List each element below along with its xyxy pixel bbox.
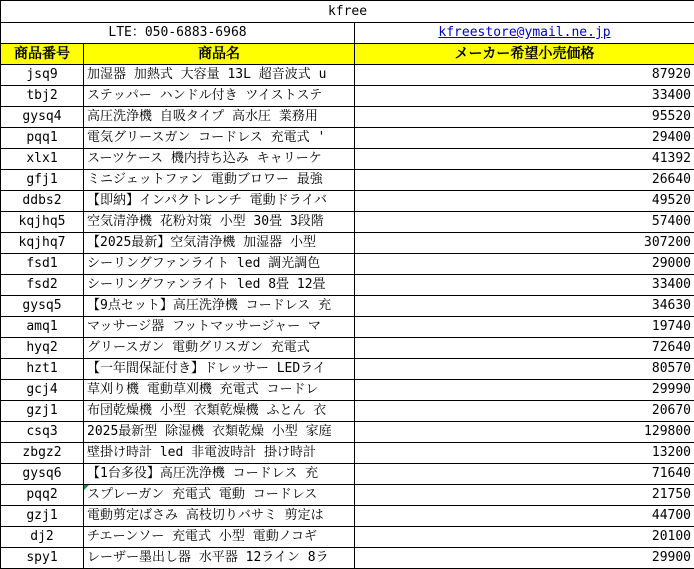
table-row (1, 443, 694, 464)
cell-note-marker (84, 485, 89, 490)
table-row (1, 548, 694, 569)
product-name-cell[interactable]: 布団乾燥機 小型 衣類乾燥機 ふとん 衣 (84, 401, 355, 422)
table-row (1, 317, 694, 338)
sheet-title[interactable]: kfree (1, 1, 694, 23)
table-row (1, 296, 694, 317)
table-row (1, 464, 694, 485)
product-name-cell[interactable]: 高圧洗浄機 自吸タイプ 高水圧 業務用 (84, 107, 355, 128)
product-code-cell[interactable]: gfj1 (1, 170, 84, 191)
product-code-cell[interactable]: gzj1 (1, 506, 84, 527)
table-row (1, 485, 694, 506)
price-cell[interactable]: 44700 (355, 506, 694, 527)
price-cell[interactable]: 34630 (355, 296, 694, 317)
product-name-cell[interactable]: 加湿器 加熱式 大容量 13L 超音波式 u (84, 65, 355, 86)
price-cell[interactable]: 33400 (355, 275, 694, 296)
product-name-cell[interactable]: 【2025最新】空気清浄機 加湿器 小型 (84, 233, 355, 254)
product-code-cell[interactable]: gysq4 (1, 107, 84, 128)
product-code-cell[interactable]: tbj2 (1, 86, 84, 107)
table-row (1, 254, 694, 275)
product-code-cell[interactable]: jsq9 (1, 65, 84, 86)
price-cell[interactable]: 26640 (355, 170, 694, 191)
table-row (1, 170, 694, 191)
product-code-cell[interactable]: gzj1 (1, 401, 84, 422)
product-code-cell[interactable]: gysq5 (1, 296, 84, 317)
product-name-cell[interactable]: 草刈り機 電動草刈機 充電式 コードレ (84, 380, 355, 401)
price-cell[interactable]: 20100 (355, 527, 694, 548)
product-name-cell[interactable]: 【即納】インパクトレンチ 電動ドライバ (84, 191, 355, 212)
price-cell[interactable]: 71640 (355, 464, 694, 485)
table-row (1, 338, 694, 359)
product-code-cell[interactable]: csq3 (1, 422, 84, 443)
product-code-cell[interactable]: gysq6 (1, 464, 84, 485)
header-code[interactable]: 商品番号 (1, 44, 84, 65)
product-name-cell[interactable]: 【1台多役】高圧洗浄機 コードレス 充 (84, 464, 355, 485)
product-name-cell[interactable]: 空気清浄機 花粉対策 小型 30畳 3段階 (84, 212, 355, 233)
contact-email-cell[interactable] (355, 23, 694, 44)
product-code-cell[interactable]: xlx1 (1, 149, 84, 170)
product-name-cell[interactable]: マッサージ器 フットマッサージャー マ (84, 317, 355, 338)
product-code-cell[interactable]: fsd1 (1, 254, 84, 275)
product-code-cell[interactable]: pqq1 (1, 128, 84, 149)
product-name-cell[interactable]: 壁掛け時計 led 非電波時計 掛け時計 (84, 443, 355, 464)
contact-email-link[interactable]: kfreestore@ymail.ne.jp (438, 25, 610, 40)
price-cell[interactable]: 13200 (355, 443, 694, 464)
product-name-cell[interactable]: シーリングファンライト led 8畳 12畳 (84, 275, 355, 296)
header-price[interactable]: メーカー希望小売価格 (355, 44, 694, 65)
table-row (1, 527, 694, 548)
header-row (1, 44, 694, 65)
table-row (1, 506, 694, 527)
table-row (1, 107, 694, 128)
table-row (1, 65, 694, 86)
price-cell[interactable]: 33400 (355, 86, 694, 107)
product-code-cell[interactable]: dj2 (1, 527, 84, 548)
price-cell[interactable]: 72640 (355, 338, 694, 359)
price-cell[interactable]: 129800 (355, 422, 694, 443)
product-code-cell[interactable]: amq1 (1, 317, 84, 338)
product-name-cell[interactable]: スーツケース 機内持ち込み キャリーケ (84, 149, 355, 170)
price-cell[interactable]: 20670 (355, 401, 694, 422)
price-cell[interactable]: 19740 (355, 317, 694, 338)
price-cell[interactable]: 29400 (355, 128, 694, 149)
product-code-cell[interactable]: ddbs2 (1, 191, 84, 212)
contact-phone[interactable]: LTE：050-6883-6968 (1, 23, 355, 44)
product-code-cell[interactable]: hzt1 (1, 359, 84, 380)
price-cell[interactable]: 80570 (355, 359, 694, 380)
product-name-cell[interactable]: 電動剪定ばさみ 高枝切りバサミ 剪定は (84, 506, 355, 527)
product-name-cell[interactable]: レーザー墨出し器 水平器 12ライン 8ラ (84, 548, 355, 569)
table-row (1, 86, 694, 107)
product-code-cell[interactable]: kqjhq7 (1, 233, 84, 254)
title-row (1, 1, 694, 23)
price-cell[interactable]: 29000 (355, 254, 694, 275)
product-name-cell[interactable]: 電気グリースガン コードレス 充電式 ' (84, 128, 355, 149)
price-cell[interactable]: 49520 (355, 191, 694, 212)
product-name-cell[interactable]: 【一年間保証付き】ドレッサー LEDライ (84, 359, 355, 380)
table-row (1, 212, 694, 233)
product-code-cell[interactable]: gcj4 (1, 380, 84, 401)
price-cell[interactable]: 87920 (355, 65, 694, 86)
price-cell[interactable]: 95520 (355, 107, 694, 128)
table-row (1, 275, 694, 296)
table-row (1, 359, 694, 380)
product-name-cell[interactable]: シーリングファンライト led 調光調色 (84, 254, 355, 275)
product-name-cell[interactable]: 2025最新型 除湿機 衣類乾燥 小型 家庭 (84, 422, 355, 443)
table-row (1, 191, 694, 212)
product-code-cell[interactable]: zbgz2 (1, 443, 84, 464)
price-cell[interactable]: 41392 (355, 149, 694, 170)
price-cell[interactable]: 29990 (355, 380, 694, 401)
header-name[interactable]: 商品名 (84, 44, 355, 65)
price-cell[interactable]: 29900 (355, 548, 694, 569)
product-code-cell[interactable]: pqq2 (1, 485, 84, 506)
table-row (1, 401, 694, 422)
price-cell[interactable]: 57400 (355, 212, 694, 233)
product-name-cell[interactable]: 【9点セット】高圧洗浄機 コードレス 充 (84, 296, 355, 317)
product-code-cell[interactable]: hyq2 (1, 338, 84, 359)
price-cell[interactable]: 21750 (355, 485, 694, 506)
table-row (1, 149, 694, 170)
table-row (1, 128, 694, 149)
product-name-cell[interactable]: スプレーガン 充電式 電動 コードレス (84, 485, 355, 506)
table-row (1, 422, 694, 443)
product-name-cell[interactable]: ステッパー ハンドル付き ツイストステ (84, 86, 355, 107)
product-name-cell[interactable]: ミニジェットファン 電動ブロワー 最強 (84, 170, 355, 191)
contact-row (1, 23, 694, 44)
product-name-cell[interactable]: グリースガン 電動グリスガン 充電式 (84, 338, 355, 359)
product-code-cell[interactable]: spy1 (1, 548, 84, 569)
product-code-cell[interactable]: fsd2 (1, 275, 84, 296)
price-cell[interactable]: 307200 (355, 233, 694, 254)
table-row (1, 233, 694, 254)
product-code-cell[interactable]: kqjhq5 (1, 212, 84, 233)
table-row (1, 380, 694, 401)
product-name-cell[interactable]: チエーンソー 充電式 小型 電動ノコギ (84, 527, 355, 548)
